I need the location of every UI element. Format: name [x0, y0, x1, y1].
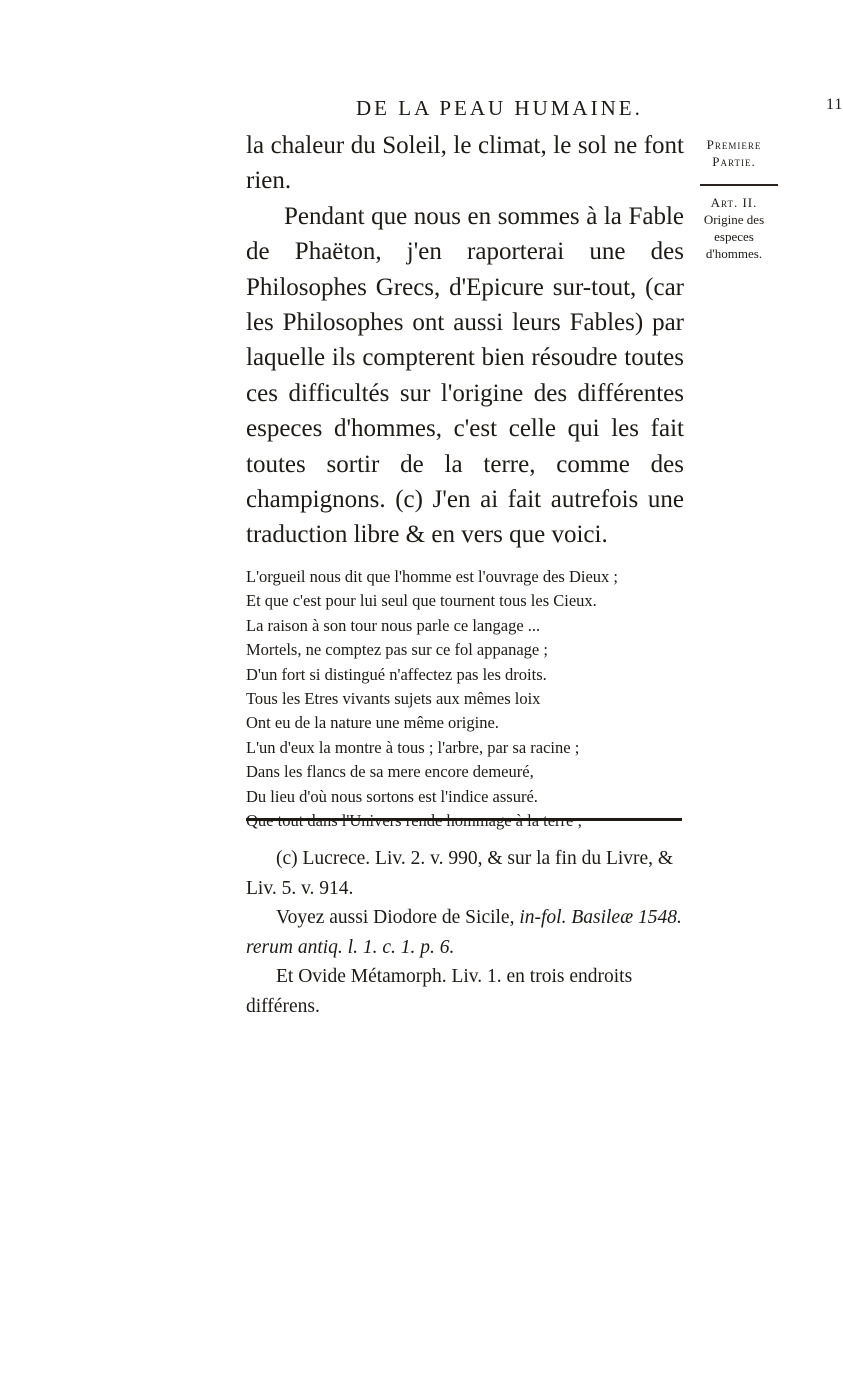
page-number: 11 [826, 96, 843, 113]
verse-line: L'un d'eux la montre à tous ; l'arbre, par sa racine ; [246, 737, 580, 757]
verse-line: La raison à son tour nous parle ce langage ... [246, 615, 541, 635]
footnote-line-diodore [246, 903, 682, 962]
verse-line [246, 809, 686, 833]
running-title: DE LA PEAU HUMAINE. [356, 96, 643, 120]
margin-note-article-desc: Origine des especes d'hommes. [703, 212, 765, 261]
verse-line: Dans les flancs de sa mere encore demeuré, [246, 762, 534, 782]
main-text [246, 128, 684, 553]
verse-block [246, 565, 686, 833]
footnote-divider [246, 818, 682, 821]
verse-line: Et que c'est pour lui seul que tournent tous les Cieux. [246, 591, 597, 611]
footnote-diodore-text: Voyez aussi Diodore de Sicile, [276, 907, 520, 928]
footnote-line-ovide: Et Ovide Métamorph. Liv. 1. en trois endroits différens. [246, 966, 633, 1017]
paragraph-continued: la chaleur du Soleil, le climat, le sol ne font rien. [246, 132, 684, 195]
margin-note-article-number: Art. II. [710, 195, 758, 210]
paragraph-phaeton: Pendant que nous en sommes à la Fable de Phaëton, j'en raporterai une des Philosophes Grecs, d'Epicure sur-tout, (car les Philosophes ont aussi leurs Fables) par laquelle ils compterent bien résoudre toutes ces difficultés sur l'origine des différentes especes d'hommes, c'est celle qui les fait toutes sortir de la terre, comme des champignons. (c) J'en ai fait autrefois une traduction libre & en vers que voici. [246, 202, 684, 549]
verse-line: Du lieu d'où nous sortons est l'indice assuré. [246, 786, 538, 806]
footnote-diodore-citation: in-fol. Basileæ 1548. rerum antiq. l. 1. c. 1. p. 6. [246, 907, 682, 958]
running-header [356, 96, 843, 121]
verse-line: Tous les Etres vivants sujets aux mêmes loix [246, 689, 541, 709]
margin-note-part: Premiere Partie. [706, 137, 762, 169]
margin-rule [700, 184, 778, 186]
footnote-line-lucrece: (c) Lucrece. Liv. 2. v. 990, & sur la fin du Livre, & Liv. 5. v. 914. [246, 848, 674, 899]
verse-line: D'un fort si distingué n'affectez pas les droits. [246, 664, 547, 684]
verse-line: L'orgueil nous dit que l'homme est l'ouvrage des Dieux ; [246, 567, 619, 586]
margin-note-article [694, 194, 774, 262]
footnote [246, 844, 682, 1021]
verse-line: Ont eu de la nature une même origine. [246, 713, 499, 733]
verse-line: Mortels, ne comptez pas sur ce fol appanage ; [246, 640, 548, 660]
